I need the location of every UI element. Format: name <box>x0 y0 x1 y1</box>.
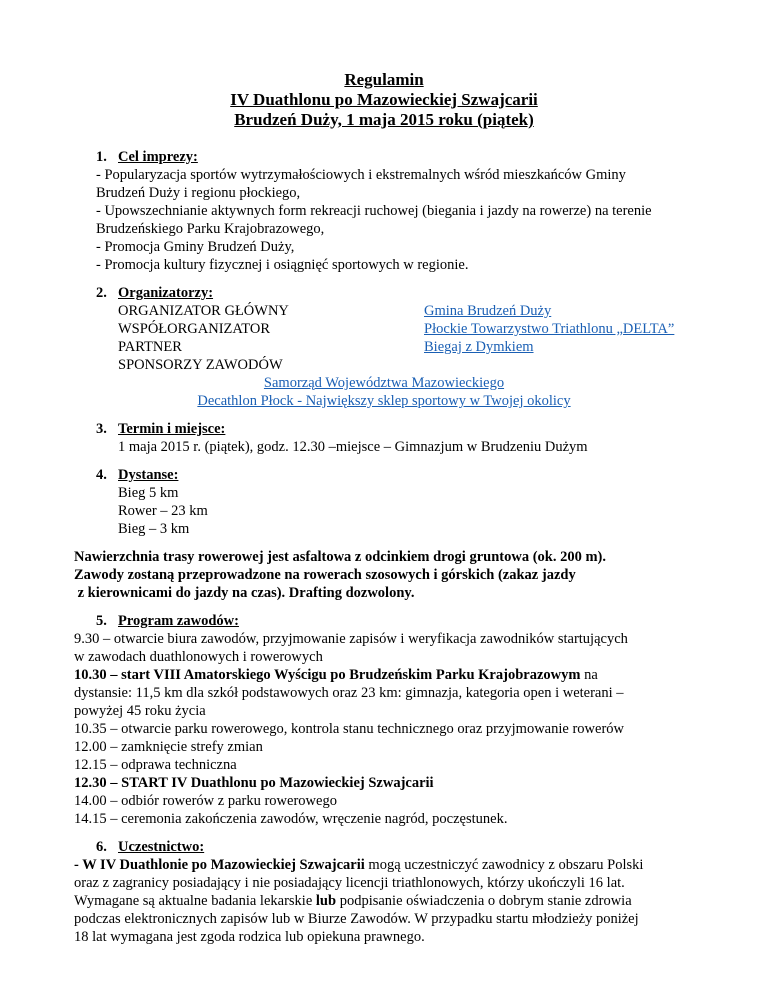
section3-text: 1 maja 2015 r. (piątek), godz. 12.30 –miejsce – Gimnazjum w Brudzeniu Dużym <box>118 439 588 455</box>
program-item-1415: 14.15 – ceremonia zakończenia zawodów, wręczenie nagród, poczęstunek. <box>74 811 508 827</box>
program-item-1030 <box>74 666 598 684</box>
section4-heading: Dystanse: <box>118 467 179 483</box>
section3-number: 3. <box>96 421 107 437</box>
partner-link[interactable]: Biegaj z Dymkiem <box>424 339 534 355</box>
program-item-1400: 14.00 – odbiór rowerów z parku rowerowego <box>74 793 337 809</box>
section1-heading: Cel imprezy: <box>118 149 198 165</box>
program-item-1030-cont1: dystansie: 11,5 km dla szkół podstawowych oraz 23 km: gimnazja, kategoria open i weterani – <box>74 685 624 701</box>
section1-line5: - Promocja Gminy Brudzeń Duży, <box>96 239 295 255</box>
program-item-1030-cont2: powyżej 45 roku życia <box>74 703 206 719</box>
program-item-1200: 12.00 – zamknięcie strefy zmian <box>74 739 263 755</box>
program-item-930: 9.30 – otwarcie biura zawodów, przyjmowanie zapisów i weryfikacja zawodników startujących <box>74 631 628 647</box>
section6-line3-a: Wymagane są aktualne badania lekarskie <box>74 893 316 909</box>
program-item-1035: 10.35 – otwarcie parku rowerowego, kontrola stanu technicznego oraz przyjmowanie rowerów <box>74 721 624 737</box>
section1-line6: - Promocja kultury fizycznej i osiągnięć sportowych w regionie. <box>96 257 469 273</box>
section5-number: 5. <box>96 613 107 629</box>
program-item-930-cont: w zawodach duathlonowych i rowerowych <box>74 649 323 665</box>
program-item-1230: 12.30 – START IV Duathlonu po Mazowieckiej Szwajcarii <box>74 775 434 791</box>
section6-line1-bold: - W IV Duathlonie po Mazowieckiej Szwajcarii <box>74 857 365 873</box>
sponsor-link-samorzad[interactable]: Samorząd Województwa Mazowieckiego <box>263 375 505 391</box>
coorganizer-link[interactable]: Płockie Towarzystwo Triathlonu „DELTA” <box>424 321 675 337</box>
section3-heading: Termin i miejsce: <box>118 421 226 437</box>
distance-run-1: Bieg 5 km <box>118 485 179 501</box>
section6-line1 <box>74 856 696 874</box>
program-item-1030-rest: na <box>580 667 598 683</box>
doc-title-date: Brudzeń Duży, 1 maja 2015 roku (piątek) <box>234 110 534 129</box>
section1-line1: - Popularyzacja sportów wytrzymałościowych i ekstremalnych wśród mieszkańców Gminy <box>96 167 626 183</box>
program-item-1030-bold: 10.30 – start VIII Amatorskiego Wyścigu po Brudzeńskim Parku Krajobrazowym <box>74 667 581 683</box>
sponsor-link-decathlon[interactable]: Decathlon Płock - Największy sklep sportowy w Twojej okolicy <box>197 393 571 409</box>
section6-number: 6. <box>96 839 107 855</box>
section6-line1-rest: mogą uczestniczyć zawodnicy z obszaru Polski <box>364 857 644 873</box>
section6-line5: 18 lat wymagana jest zgoda rodzica lub opiekuna prawnego. <box>74 929 425 945</box>
section1-number: 1. <box>96 149 107 165</box>
doc-title-event: IV Duathlonu po Mazowieckiej Szwajcarii <box>230 90 538 109</box>
organizer-main-label: ORGANIZATOR GŁÓWNY <box>118 303 289 319</box>
doc-title-regulamin: Regulamin <box>344 70 424 89</box>
sponsors-label: SPONSORZY ZAWODÓW <box>118 357 283 373</box>
coorganizer-label: WSPÓŁORGANIZATOR <box>118 321 270 337</box>
section1-line2: Brudzeń Duży i regionu płockiego, <box>96 185 301 201</box>
section6-line3 <box>74 892 696 910</box>
organizer-main-link[interactable]: Gmina Brudzeń Duży <box>424 303 552 319</box>
section2-heading: Organizatorzy: <box>118 285 214 301</box>
section6-line2: oraz z zagranicy posiadający i nie posiadający licencji triathlonowych, którzy ukończyli 16 lat. <box>74 875 625 891</box>
section4-number: 4. <box>96 467 107 483</box>
distance-run-2: Bieg – 3 km <box>118 521 190 537</box>
notice-line2: Zawody zostaną przeprowadzone na rowerach szosowych i górskich (zakaz jazdy <box>74 567 576 583</box>
section6-line3-bold: lub <box>315 893 337 909</box>
section6-line3-b: podpisanie oświadczenia o dobrym stanie zdrowia <box>336 893 632 909</box>
notice-line1: Nawierzchnia trasy rowerowej jest asfaltowa z odcinkiem drogi gruntowa (ok. 200 m). <box>74 549 606 565</box>
partner-label: PARTNER <box>118 339 182 355</box>
section5-heading: Program zawodów: <box>118 613 239 629</box>
section6-line4: podczas elektronicznych zapisów lub w Biurze Zawodów. W przypadku startu młodzieży poniżej <box>74 911 639 927</box>
program-item-1215: 12.15 – odprawa techniczna <box>74 757 237 773</box>
distance-bike: Rower – 23 km <box>118 503 208 519</box>
section1-line3: - Upowszechnianie aktywnych form rekreacji ruchowej (biegania i jazdy na rowerze) na terenie <box>96 203 652 219</box>
notice-line3: z kierownicami do jazdy na czas). Drafting dozwolony. <box>74 585 415 601</box>
section1-line4: Brudzeńskiego Parku Krajobrazowego, <box>96 221 325 237</box>
section6-heading: Uczestnictwo: <box>118 839 205 855</box>
section2-number: 2. <box>96 285 107 301</box>
